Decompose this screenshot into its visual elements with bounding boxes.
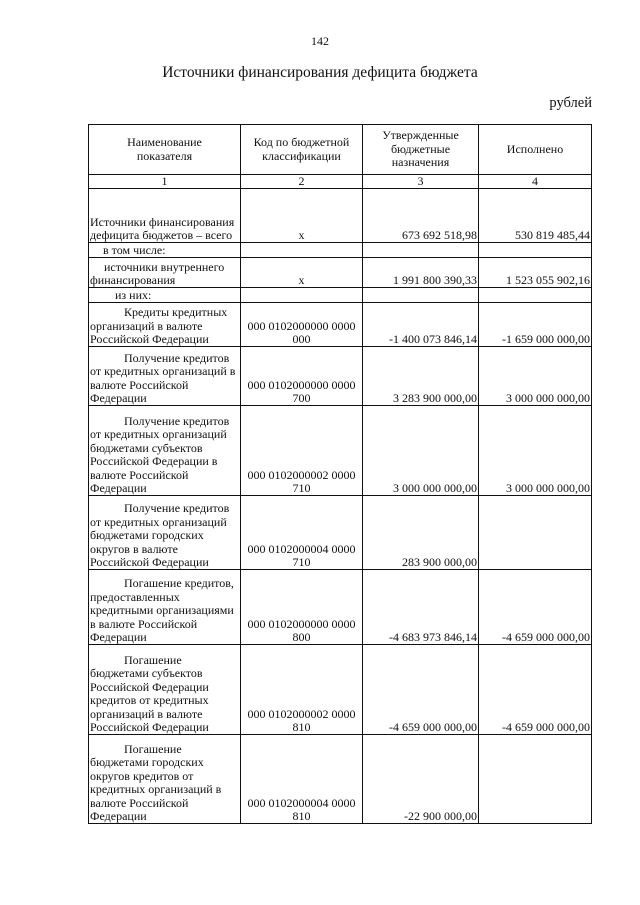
row-name: Получение кредитов от кредитных организаций бюджетами субъектов Российской Федерации в валюте Российской Федерации [89, 406, 241, 496]
page-title: Источники финансирования дефицита бюджета [162, 64, 478, 81]
header-approved: Утвержденные бюджетные назначения [363, 125, 479, 175]
row-name: Погашение бюджетами городских округов кредитов от кредитных организаций в валюте Российской Федерации [89, 735, 241, 824]
row-name: Кредиты кредитных организаций в валюте Российской Федерации [89, 303, 241, 347]
row-executed: -4 659 000 000,00 [479, 570, 592, 645]
row-code: 000 0102000000 0000 800 [241, 570, 363, 645]
row-code: 000 0102000004 0000 710 [241, 496, 363, 570]
budget-deficit-sources-table [88, 124, 592, 824]
table-row [89, 570, 592, 645]
row-approved: 673 692 518,98 [363, 189, 479, 243]
table-row [89, 347, 592, 406]
row-code: x [241, 189, 363, 243]
row-code: 000 0102000000 0000 700 [241, 347, 363, 406]
table-row [89, 303, 592, 347]
column-number: 2 [241, 175, 363, 189]
row-code: 000 0102000004 0000 810 [241, 735, 363, 824]
column-number: 1 [89, 175, 241, 189]
row-executed: 3 000 000 000,00 [479, 347, 592, 406]
row-approved: 1 991 800 390,33 [363, 258, 479, 288]
page-number: 142 [311, 34, 329, 48]
row-approved [363, 243, 479, 258]
row-approved: -4 683 973 846,14 [363, 570, 479, 645]
table-row [89, 496, 592, 570]
row-approved: 283 900 000,00 [363, 496, 479, 570]
currency-unit: рублей [549, 95, 592, 111]
row-name: источники внутреннего финансирования [89, 258, 241, 288]
table-row [89, 406, 592, 496]
row-executed: -4 659 000 000,00 [479, 645, 592, 735]
table-row [89, 288, 592, 303]
row-executed [479, 735, 592, 824]
row-name: Погашение кредитов, предоставленных кредитными организациями в валюте Российской Федерации [89, 570, 241, 645]
row-executed: 1 523 055 902,16 [479, 258, 592, 288]
row-approved [363, 288, 479, 303]
table-row [89, 735, 592, 824]
row-approved: 3 283 900 000,00 [363, 347, 479, 406]
header-executed: Исполнено [479, 125, 592, 175]
row-executed: -1 659 000 000,00 [479, 303, 592, 347]
row-name: Источники финансирования дефицита бюджетов – всего [89, 189, 241, 243]
row-code: 000 0102000002 0000 810 [241, 645, 363, 735]
row-code [241, 243, 363, 258]
table-row [89, 189, 592, 243]
row-executed: 3 000 000 000,00 [479, 406, 592, 496]
row-executed [479, 243, 592, 258]
row-name: в том числе: [89, 243, 241, 258]
row-executed: 530 819 485,44 [479, 189, 592, 243]
header-code: Код по бюджетной классификации [241, 125, 363, 175]
row-executed [479, 496, 592, 570]
column-number: 3 [363, 175, 479, 189]
row-name: Получение кредитов от кредитных организаций бюджетами городских округов в валюте Российской Федерации [89, 496, 241, 570]
row-approved: 3 000 000 000,00 [363, 406, 479, 496]
row-name: Погашение бюджетами субъектов Российской Федерации кредитов от кредитных организаций в валюте Российской Федерации [89, 645, 241, 735]
column-number: 4 [479, 175, 592, 189]
row-approved: -22 900 000,00 [363, 735, 479, 824]
row-code [241, 288, 363, 303]
row-code: x [241, 258, 363, 288]
row-name: из них: [89, 288, 241, 303]
row-approved: -1 400 073 846,14 [363, 303, 479, 347]
row-executed [479, 288, 592, 303]
table-row [89, 258, 592, 288]
column-number-row [89, 175, 592, 189]
row-approved: -4 659 000 000,00 [363, 645, 479, 735]
table-row [89, 243, 592, 258]
row-code: 000 0102000002 0000 710 [241, 406, 363, 496]
header-name: Наименование показателя [89, 125, 241, 175]
header-row [89, 125, 592, 175]
table-row [89, 645, 592, 735]
row-name: Получение кредитов от кредитных организаций в валюте Российской Федерации [89, 347, 241, 406]
row-code: 000 0102000000 0000 000 [241, 303, 363, 347]
